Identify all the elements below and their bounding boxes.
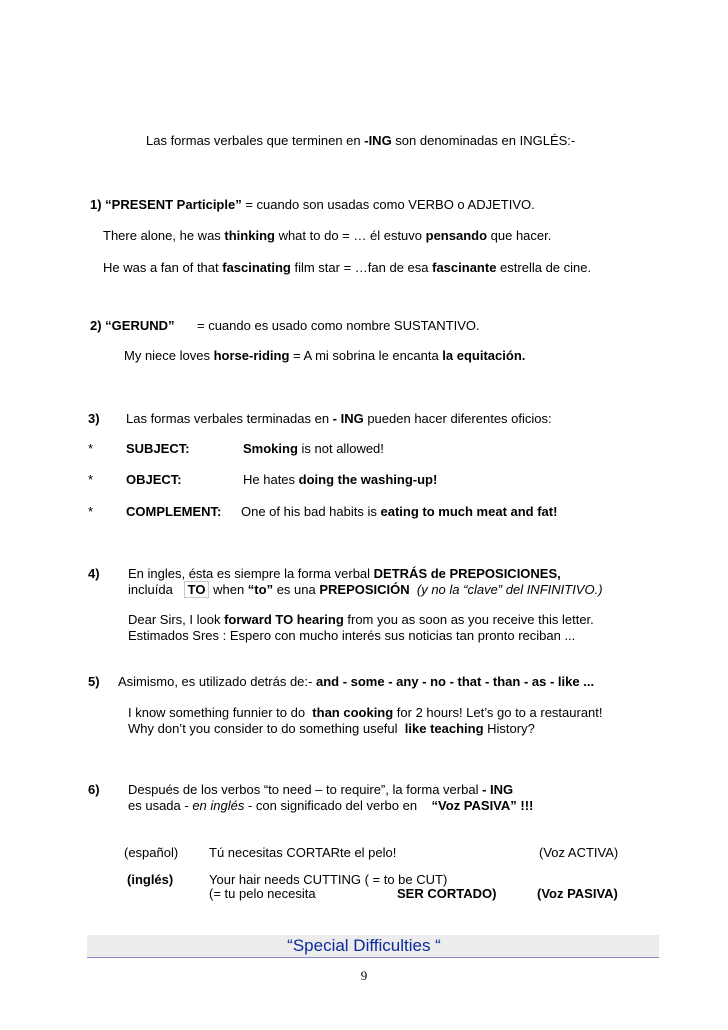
section-4-number: 4): [88, 566, 100, 581]
section-2-heading: 2) “GERUND”: [90, 318, 175, 333]
section-3-number: 3): [88, 411, 100, 426]
section-3-heading: Las formas verbales terminadas en - ING pueden hacer diferentes oficios:: [126, 411, 552, 426]
spanish-example: Tú necesitas CORTARte el pelo!: [209, 845, 397, 860]
section-4-line-2: incluída TO when “to” es una PREPOSICIÓN (y no la “clave” del INFINITIVO.): [128, 582, 603, 597]
row-text-complement: One of his bad habits is eating to much meat and fat!: [241, 504, 558, 519]
intro-line: Las formas verbales que terminen en -ING son denominadas en INGLÉS:-: [146, 133, 576, 148]
section-5-example-2: Why don’t you consider to do something useful like teaching History?: [128, 721, 535, 736]
section-6-line-2: es usada - en inglés - con significado del verbo en “Voz PASIVA” !!!: [128, 798, 534, 813]
row-text-subject: Smoking is not allowed!: [243, 441, 384, 456]
section-4-example-en: Dear Sirs, I look forward TO hearing from you as soon as you receive this letter.: [128, 612, 594, 627]
section-1-example-2: He was a fan of that fascinating film star = …fan de esa fascinante estrella de cine.: [103, 260, 592, 275]
bullet: *: [88, 441, 94, 456]
bullet: *: [88, 504, 94, 519]
section-4-example-es: Estimados Sres : Espero con mucho interés sus noticias tan pronto reciban ...: [128, 628, 576, 643]
row-label-subject: SUBJECT:: [126, 441, 190, 456]
section-2-heading-text: = cuando es usado como nombre SUSTANTIVO.: [197, 318, 480, 333]
english-example: Your hair needs CUTTING ( = to be CUT): [209, 872, 448, 887]
row-label-object: OBJECT:: [126, 472, 182, 487]
section-5-number: 5): [88, 674, 100, 689]
spanish-label: (español): [124, 845, 179, 860]
section-4-line-1: En ingles, ésta es siempre la forma verbal DETRÁS de PREPOSICIONES,: [128, 566, 561, 581]
row-label-complement: COMPLEMENT:: [126, 504, 222, 519]
section-6-number: 6): [88, 782, 100, 797]
row-text-object: He hates doing the washing-up!: [243, 472, 438, 487]
bullet: *: [88, 472, 94, 487]
voice-active: (Voz ACTIVA): [539, 845, 619, 860]
footer-title: “Special Difficulties “: [287, 936, 441, 955]
section-2-example: My niece loves horse-riding = A mi sobrina le encanta la equitación.: [124, 348, 526, 363]
english-translation: (= tu pelo necesita: [209, 886, 316, 901]
section-5-example-1: I know something funnier to do than cooking for 2 hours! Let’s go to a restaurant!: [128, 705, 603, 720]
to-box: TO: [184, 581, 210, 598]
ser-cortado: SER CORTADO): [397, 886, 497, 901]
section-6-line-1: Después de los verbos “to need – to require”, la forma verbal - ING: [128, 782, 514, 797]
section-1-heading: 1) “PRESENT Participle” = cuando son usadas como VERBO o ADJETIVO.: [90, 197, 535, 212]
page-number: 9: [360, 968, 368, 983]
voice-passive: (Voz PASIVA): [537, 886, 618, 901]
english-label: (inglés): [127, 872, 174, 887]
section-5-heading: Asimismo, es utilizado detrás de:- and - some - any - no - that - than - as - like ...: [118, 674, 595, 689]
section-1-example-1: There alone, he was thinking what to do = … él estuvo pensando que hacer.: [103, 228, 552, 243]
